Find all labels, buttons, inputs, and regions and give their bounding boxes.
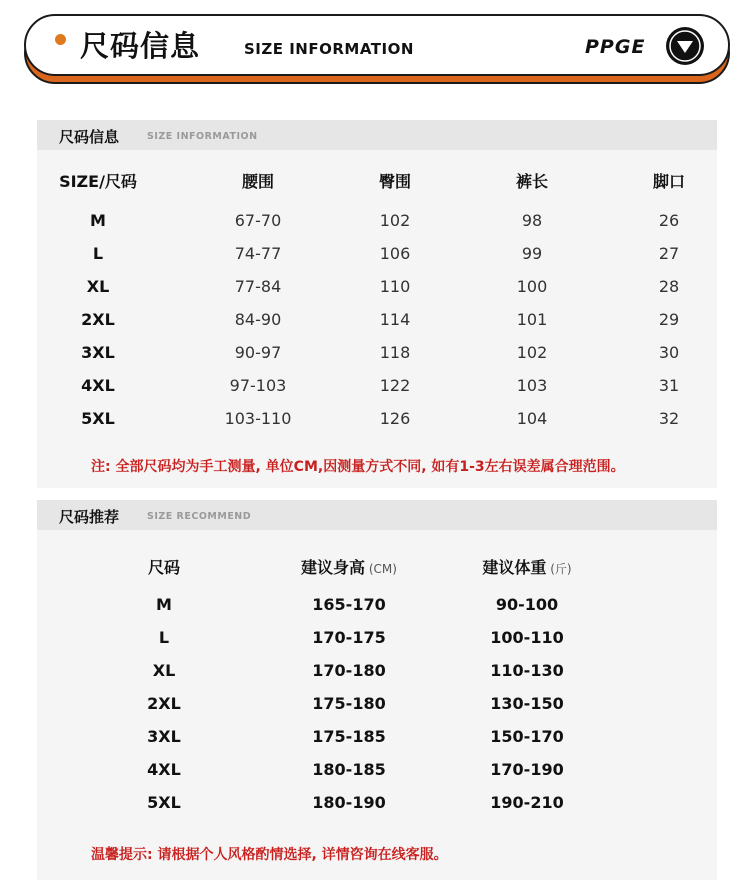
size-label: 5XL [147, 793, 181, 812]
table-cell: 100-110 [490, 628, 564, 647]
table-cell: 31 [658, 376, 680, 395]
table-cell: 170-180 [312, 661, 386, 680]
size-label: L [158, 628, 170, 647]
column-header: 臀围 [378, 172, 411, 191]
table-cell: 104 [516, 409, 548, 428]
size-info-header [37, 120, 717, 150]
table-cell: 97-103 [229, 376, 287, 395]
table-cell: 28 [658, 277, 680, 296]
column-header-label: 建议身高 [301, 558, 366, 577]
size-info-note: 注: 全部尺码均为手工测量, 单位CM,因测量方式不同, 如有1-3左右误差属合理范围。 [91, 459, 625, 475]
table-cell: 32 [658, 409, 680, 428]
table-cell: 130-150 [490, 694, 564, 713]
table-cell: 98 [521, 211, 543, 230]
table-cell: 118 [379, 343, 411, 362]
column-header-label: 尺码 [147, 558, 180, 577]
size-label: 3XL [81, 343, 115, 362]
size-label: 2XL [81, 310, 115, 329]
table-cell: 175-180 [312, 694, 386, 713]
column-header: 腰围 [241, 172, 274, 191]
size-label: 5XL [81, 409, 115, 428]
size-recommend-note: 温馨提示: 请根据个人风格酌情选择, 详情咨询在线客服。 [91, 847, 448, 863]
table-cell: 102 [516, 343, 548, 362]
table-cell: 170-175 [312, 628, 386, 647]
section-subtitle: SIZE RECOMMEND [147, 511, 252, 522]
table-cell: 180-190 [312, 793, 386, 812]
size-label: M [156, 595, 172, 614]
size-label: M [90, 211, 106, 230]
table-cell: 67-70 [234, 211, 282, 230]
table-cell: 101 [516, 310, 548, 329]
column-header-label: 建议体重 [482, 558, 547, 577]
section-title: 尺码推荐 [59, 508, 120, 526]
size-recommend-card [37, 500, 717, 880]
section-subtitle: SIZE INFORMATION [147, 131, 258, 142]
table-cell: 90-100 [495, 595, 559, 614]
column-header-unit: (CM) [365, 562, 397, 576]
size-info-card [37, 120, 717, 488]
triangle-down-icon [666, 27, 704, 65]
table-cell: 77-84 [234, 277, 282, 296]
table-cell: 100 [516, 277, 548, 296]
section-title: 尺码信息 [59, 128, 120, 146]
table-cell: 126 [379, 409, 411, 428]
table-cell: 114 [379, 310, 411, 329]
brand-logo: PPGE [585, 36, 646, 58]
table-cell: 170-190 [490, 760, 564, 779]
column-header: 脚口 [652, 172, 685, 191]
table-cell: 84-90 [234, 310, 282, 329]
table-cell: 110-130 [490, 661, 564, 680]
size-label: 4XL [81, 376, 115, 395]
table-cell: 106 [379, 244, 411, 263]
table-cell: 175-185 [312, 727, 386, 746]
page-subtitle: SIZE INFORMATION [244, 40, 414, 58]
table-cell: 27 [658, 244, 680, 263]
size-label: XL [86, 277, 110, 296]
table-cell: 190-210 [490, 793, 564, 812]
table-cell: 103-110 [224, 409, 292, 428]
table-cell: 99 [521, 244, 543, 263]
table-cell: 122 [379, 376, 411, 395]
table-cell: 110 [379, 277, 411, 296]
column-header: 裤长 [515, 172, 548, 191]
size-label: 3XL [147, 727, 181, 746]
page-title: 尺码信息 [80, 29, 201, 63]
column-header [447, 555, 607, 578]
table-cell: 150-170 [490, 727, 564, 746]
column-header [84, 555, 244, 578]
column-header-unit: (斤) [546, 562, 572, 576]
bullet-dot-icon [55, 34, 66, 45]
table-cell: 103 [516, 376, 548, 395]
size-recommend-header [37, 500, 717, 530]
size-label: 2XL [147, 694, 181, 713]
size-label: 4XL [147, 760, 181, 779]
dropdown-button[interactable] [666, 27, 704, 65]
table-cell: 90-97 [234, 343, 282, 362]
table-cell: 165-170 [312, 595, 386, 614]
column-header: SIZE/尺码 [59, 172, 137, 191]
size-label: L [92, 244, 104, 263]
table-cell: 29 [658, 310, 680, 329]
table-cell: 74-77 [234, 244, 282, 263]
table-cell: 26 [658, 211, 680, 230]
table-cell: 180-185 [312, 760, 386, 779]
column-header [269, 555, 429, 578]
table-cell: 30 [658, 343, 680, 362]
size-label: XL [152, 661, 176, 680]
table-cell: 102 [379, 211, 411, 230]
